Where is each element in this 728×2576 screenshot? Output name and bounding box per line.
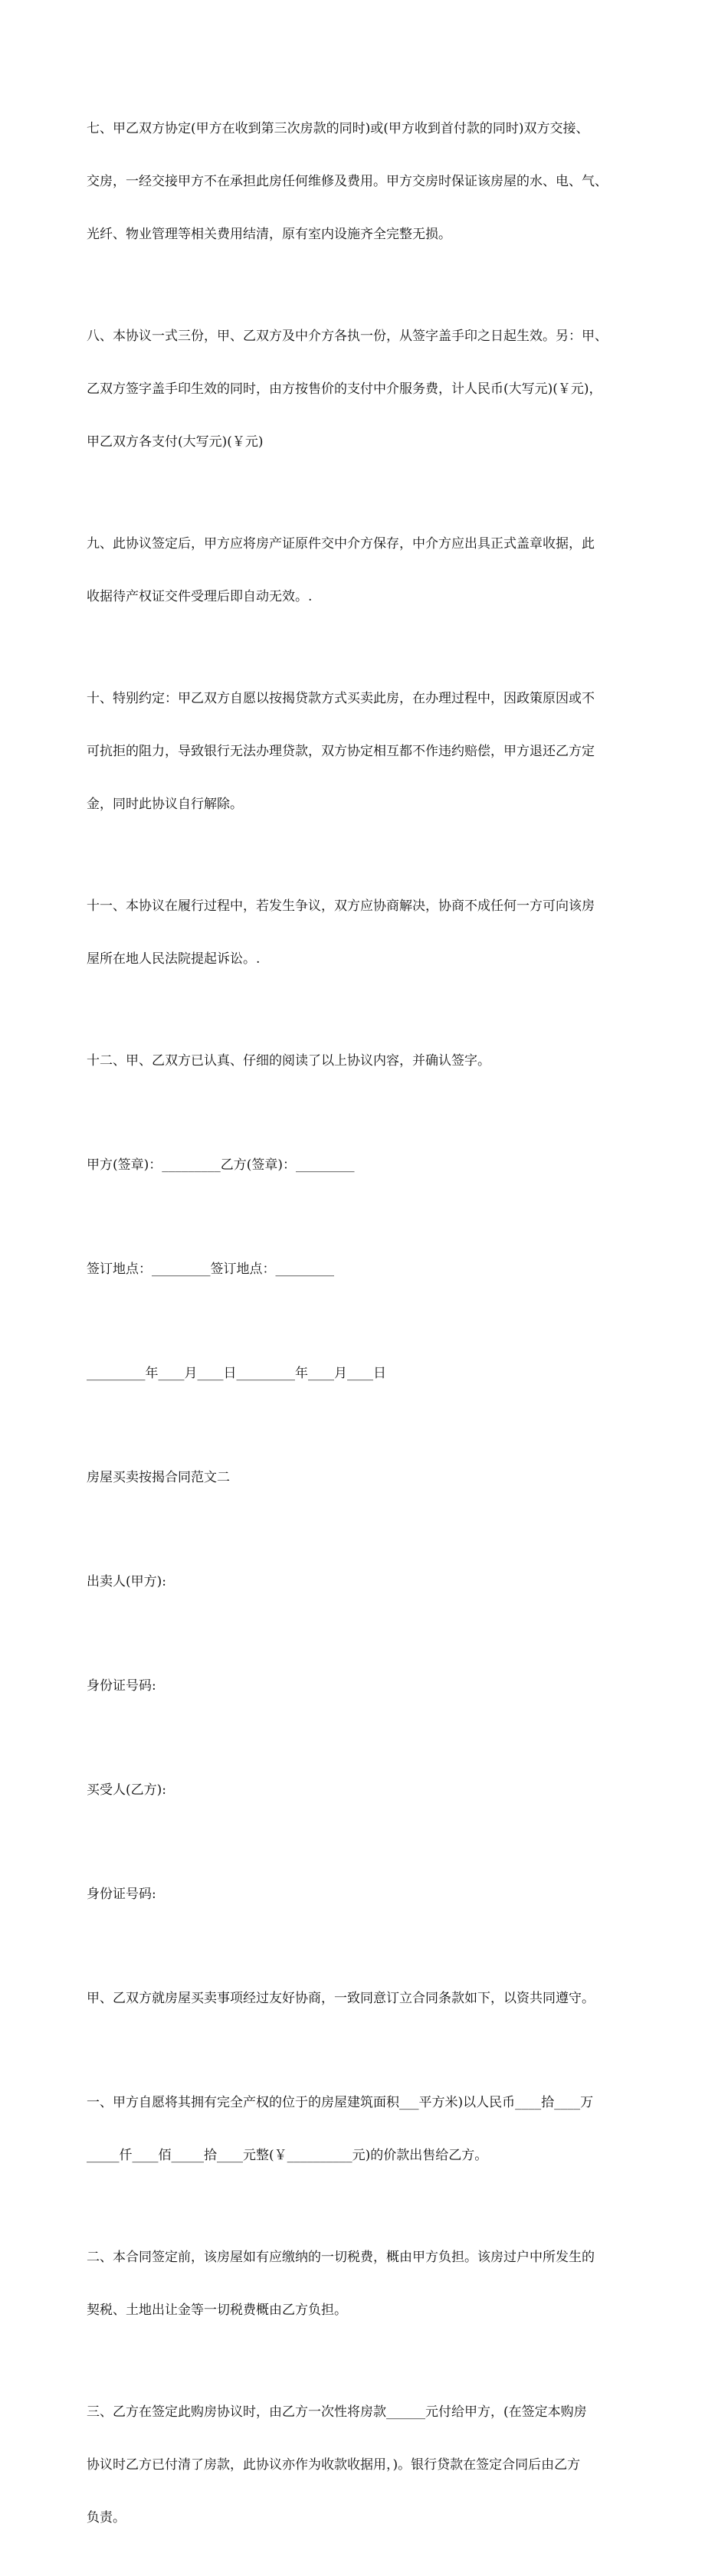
text-line: 三、乙方在签定此购房协议时，由乙方一次性将房款______元付给甲方，(在签定本购房	[87, 2404, 587, 2420]
clause-10	[87, 655, 657, 849]
clause-12	[87, 1017, 657, 1105]
section-title	[87, 1434, 657, 1522]
text-line: 七、甲乙双方协定(甲方在收到第三次房款的同时)或(甲方收到首付款的同时)双方交接、	[87, 121, 589, 136]
clause-9	[87, 500, 657, 641]
text-line: 交房，一经交接甲方不在承担此房任何维修及费用。甲方交房时保证该房屋的水、电、气、	[87, 174, 608, 189]
text-line: 一、甲方自愿将其拥有完全产权的位于的房屋建筑面积___平方米)以人民币____拾____万	[87, 2095, 594, 2110]
text-line: 身份证号码:	[87, 1678, 156, 1694]
signature-line	[87, 1121, 657, 1209]
text-line: _____仟____佰_____拾____元整(￥__________元)的价款出售给乙方。	[87, 2148, 488, 2163]
clause-7	[87, 85, 657, 279]
text-line: 十二、甲、乙双方已认真、仔细的阅读了以上协议内容，并确认签字。	[87, 1053, 490, 1069]
text-line: 乙双方签字盖手印生效的同时，由方按售价的支付中介服务费，计人民币(大写元)(￥元)，	[87, 381, 602, 397]
clause-2	[87, 2214, 657, 2355]
text-line: 收据待产权证交件受理后即自动无效。.	[87, 589, 313, 604]
text-line: 甲方(签章)：_________乙方(签章)：_________	[87, 1157, 355, 1173]
text-line: 可抗拒的阻力，导致银行无法办理贷款，双方协定相互都不作违约赔偿，甲方退还乙方定	[87, 744, 595, 759]
text-line: 金，同时此协议自行解除。	[87, 797, 243, 812]
text-line: 出卖人(甲方):	[87, 1574, 166, 1589]
seller-line	[87, 1538, 657, 1626]
text-line: 签订地点：_________签订地点：_________	[87, 1262, 334, 1277]
clause-3	[87, 2368, 657, 2562]
text-line: _________年____月____日_________年____月____日	[87, 1366, 386, 1381]
text-line: 负责。	[87, 2510, 126, 2525]
date-line	[87, 1330, 657, 1418]
text-line: 十一、本协议在履行过程中，若发生争议，双方应协商解决，协商不成任何一方可向该房	[87, 898, 595, 914]
text-line: 房屋买卖按揭合同范文二	[87, 1470, 230, 1485]
text-line: 八、本协议一式三份，甲、乙双方及中介方各执一份，从签字盖手印之日起生效。另：甲、	[87, 329, 608, 344]
text-line: 屋所在地人民法院提起诉讼。.	[87, 951, 261, 967]
text-line: 十、特别约定：甲乙双方自愿以按揭贷款方式买卖此房，在办理过程中，因政策原因或不	[87, 691, 595, 706]
text-line: 甲乙双方各支付(大写元)(￥元)	[87, 434, 264, 450]
intro-line	[87, 1955, 657, 2043]
text-line: 光纤、物业管理等相关费用结清，原有室内设施齐全完整无损。	[87, 227, 451, 242]
buyer-line	[87, 1746, 657, 1835]
document-body	[87, 85, 657, 2576]
text-line: 九、此协议签定后，甲方应将房产证原件交中介方保存，中介方应出具正式盖章收据，此	[87, 536, 595, 552]
seller-id-line	[87, 1642, 657, 1730]
text-line: 协议时乙方已付清了房款，此协议亦作为收款收据用，)。银行贷款在签定合同后由乙方	[87, 2457, 581, 2473]
text-line: 身份证号码:	[87, 1887, 156, 1902]
text-line: 买受人(乙方):	[87, 1782, 166, 1798]
clause-1	[87, 2059, 657, 2200]
text-line: 契税、土地出让金等一切税费概由乙方负担。	[87, 2303, 347, 2318]
text-line: 甲、乙双方就房屋买卖事项经过友好协商，一致同意订立合同条款如下，以资共同遵守。	[87, 1991, 595, 2006]
clause-11	[87, 862, 657, 1003]
text-line: 二、本合同签定前，该房屋如有应缴纳的一切税费，概由甲方负担。该房过户中所发生的	[87, 2250, 595, 2265]
buyer-id-line	[87, 1851, 657, 1939]
signing-place-line	[87, 1226, 657, 1314]
clause-8	[87, 293, 657, 486]
